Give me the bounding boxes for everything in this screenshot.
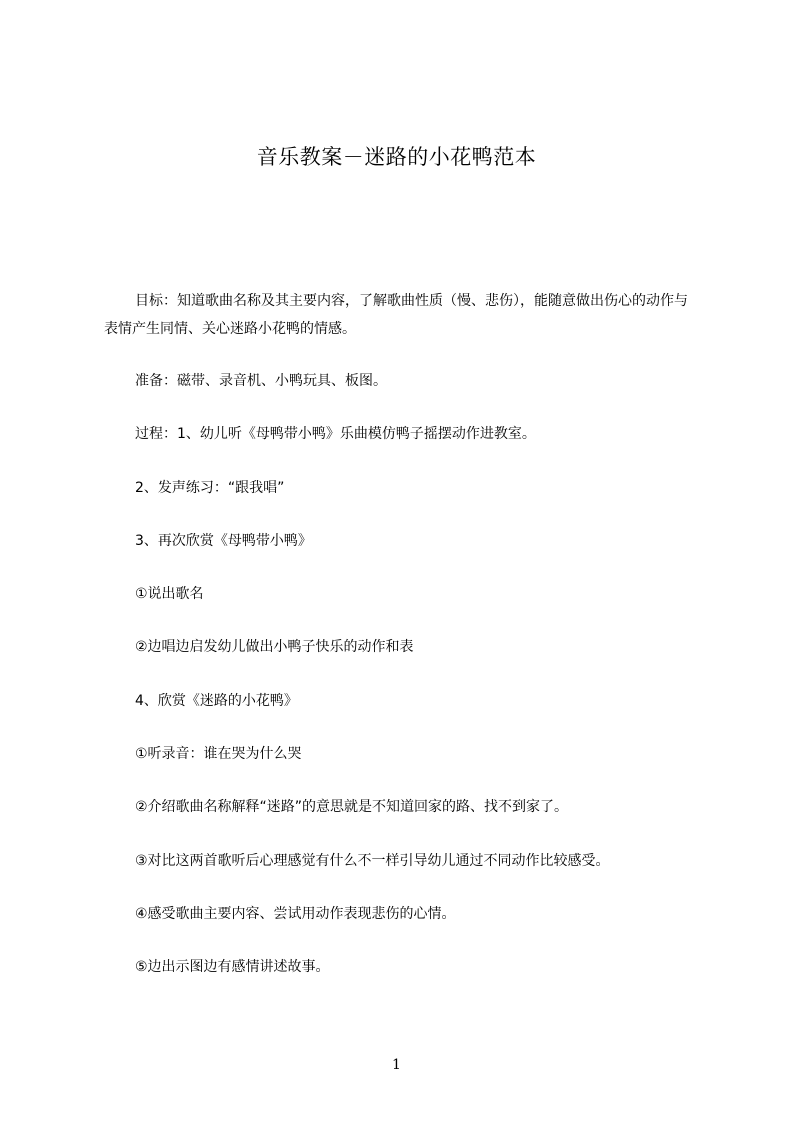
paragraph-goal: 目标：知道歌曲名称及其主要内容，了解歌曲性质（慢、悲伤），能随意做出伤心的动作与表情产生同情、关心迷路小花鸭的情感。 bbox=[104, 293, 688, 337]
paragraph-step-4: 4、欣赏《迷路的小花鸭》 bbox=[135, 693, 298, 709]
paragraph-step-3: 3、再次欣赏《母鸭带小鸭》 bbox=[135, 533, 312, 549]
page-number: 1 bbox=[392, 1057, 401, 1073]
paragraph-step-4-3: ③对比这两首歌听后心理感觉有什么不一样引导幼儿通过不同动作比较感受。 bbox=[135, 853, 610, 869]
paragraph-step-4-4: ④感受歌曲主要内容、尝试用动作表现悲伤的心情。 bbox=[135, 906, 456, 922]
paragraph-process: 过程：1、幼儿听《母鸭带小鸭》乐曲模仿鸭子摇摆动作进教室。 bbox=[135, 426, 536, 442]
paragraph-step-4-5: ⑤边出示图边有感情讲述故事。 bbox=[135, 959, 330, 975]
paragraph-step-2: 2、发声练习：“跟我唱” bbox=[135, 480, 285, 496]
paragraph-preparation: 准备：磁带、录音机、小鸭玩具、板图。 bbox=[135, 373, 387, 389]
document-title: 音乐教案－迷路的小花鸭范本 bbox=[256, 145, 537, 169]
paragraph-step-3-1: ①说出歌名 bbox=[135, 586, 204, 602]
paragraph-step-3-2: ②边唱边启发幼儿做出小鸭子快乐的动作和表 bbox=[135, 639, 414, 655]
paragraph-step-4-1: ①听录音：谁在哭为什么哭 bbox=[135, 746, 302, 762]
paragraph-step-4-2: ②介绍歌曲名称解释“迷路”的意思就是不知道回家的路、找不到家了。 bbox=[135, 799, 569, 815]
